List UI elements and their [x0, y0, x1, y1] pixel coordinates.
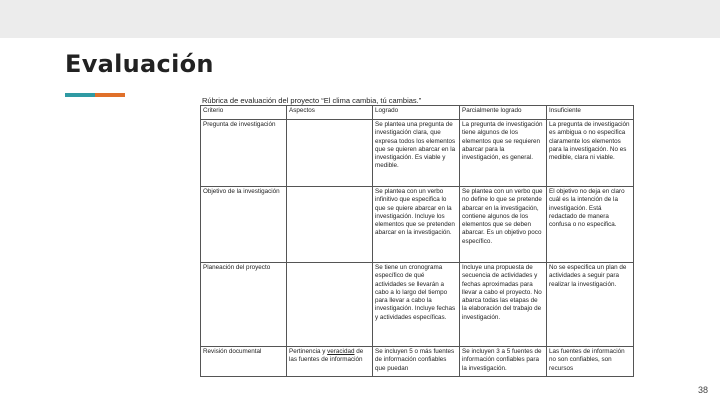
header-logrado: Logrado [373, 106, 460, 120]
cell-parcial: Se plantea con un verbo que no define lo que se pretende abarcar en la investigación, contiene algunos de los elementos que se deben abarcar. Es un objetivo poco específico. [460, 187, 547, 263]
cell-parcial: La pregunta de investigación tiene algunos de los elementos que se requieren abarcar para la investigación, es general. [460, 120, 547, 187]
header-insuficiente: Insuficiente [547, 106, 634, 120]
header-criterio: Criterio [201, 106, 287, 120]
cell-logrado: Se tiene un cronograma específico de qué actividades se llevarán a cabo a lo largo del tiempo para llevar a cabo la investigación. Incluye fechas y actividades específicas. [373, 263, 460, 347]
table-row [201, 187, 634, 263]
cell-logrado: Se plantea con un verbo infinitivo que especifica lo que se quiere abarcar en la investigación. Incluye los elementos que se pretenden abarcar en la investigación. [373, 187, 460, 263]
table-row [201, 347, 634, 377]
aspectos-text-prefix: Pertinencia y [289, 348, 328, 355]
cell-aspectos [287, 347, 373, 377]
cell-logrado: Se incluyen 5 o más fuentes de información confiables que puedan [373, 347, 460, 377]
top-bar [0, 0, 720, 38]
aspectos-text-underlined: veracidad [327, 348, 355, 355]
cell-criterio: Planeación del proyecto [201, 263, 287, 347]
cell-parcial: Se incluyen 3 a 5 fuentes de información confiables para la investigación. [460, 347, 547, 377]
cell-logrado: Se plantea una pregunta de investigación clara, que expresa todos los elementos que se quieren abarcar en la investigación. Es viable y medible. [373, 120, 460, 187]
cell-parcial: Incluye una propuesta de secuencia de actividades y fechas aproximadas para llevar a cabo el proyecto. No abarca todas las etapas de la elaboración del trabajo de investigación. [460, 263, 547, 347]
table-row [201, 263, 634, 347]
slide-title: Evaluación [65, 50, 214, 78]
cell-insuficiente: El objetivo no deja en claro cuál es la intención de la investigación. Está redactado de manera confusa o no especifica. [547, 187, 634, 263]
rubric-table [200, 105, 634, 377]
cell-criterio: Revisión documental [201, 347, 287, 377]
cell-insuficiente: No se especifica un plan de actividades a seguir para realizar la investigación. [547, 263, 634, 347]
cell-insuficiente: Las fuentes de información no son confiables, son recursos [547, 347, 634, 377]
header-aspectos: Aspectos [287, 106, 373, 120]
accent-segment-teal [65, 93, 95, 97]
aspectos-text-suffix: de las fuentes de información [289, 348, 364, 364]
cell-insuficiente: La pregunta de investigación es ambigua o no especifica claramente los elementos para la investigación. No es medible, clara ni viable. [547, 120, 634, 187]
table-row [201, 120, 634, 187]
accent-segment-orange [95, 93, 125, 97]
cell-aspectos [287, 187, 373, 263]
table-header-row [201, 106, 634, 120]
cell-aspectos [287, 120, 373, 187]
rubric-caption: Rúbrica de evaluación del proyecto “El clima cambia, tú cambias.” [202, 96, 422, 105]
page-number: 38 [697, 385, 708, 395]
cell-criterio: Objetivo de la investigación [201, 187, 287, 263]
cell-criterio: Pregunta de investigación [201, 120, 287, 187]
title-accent-line [65, 93, 125, 97]
header-parcialmente-logrado: Parcialmente logrado [460, 106, 547, 120]
cell-aspectos [287, 263, 373, 347]
